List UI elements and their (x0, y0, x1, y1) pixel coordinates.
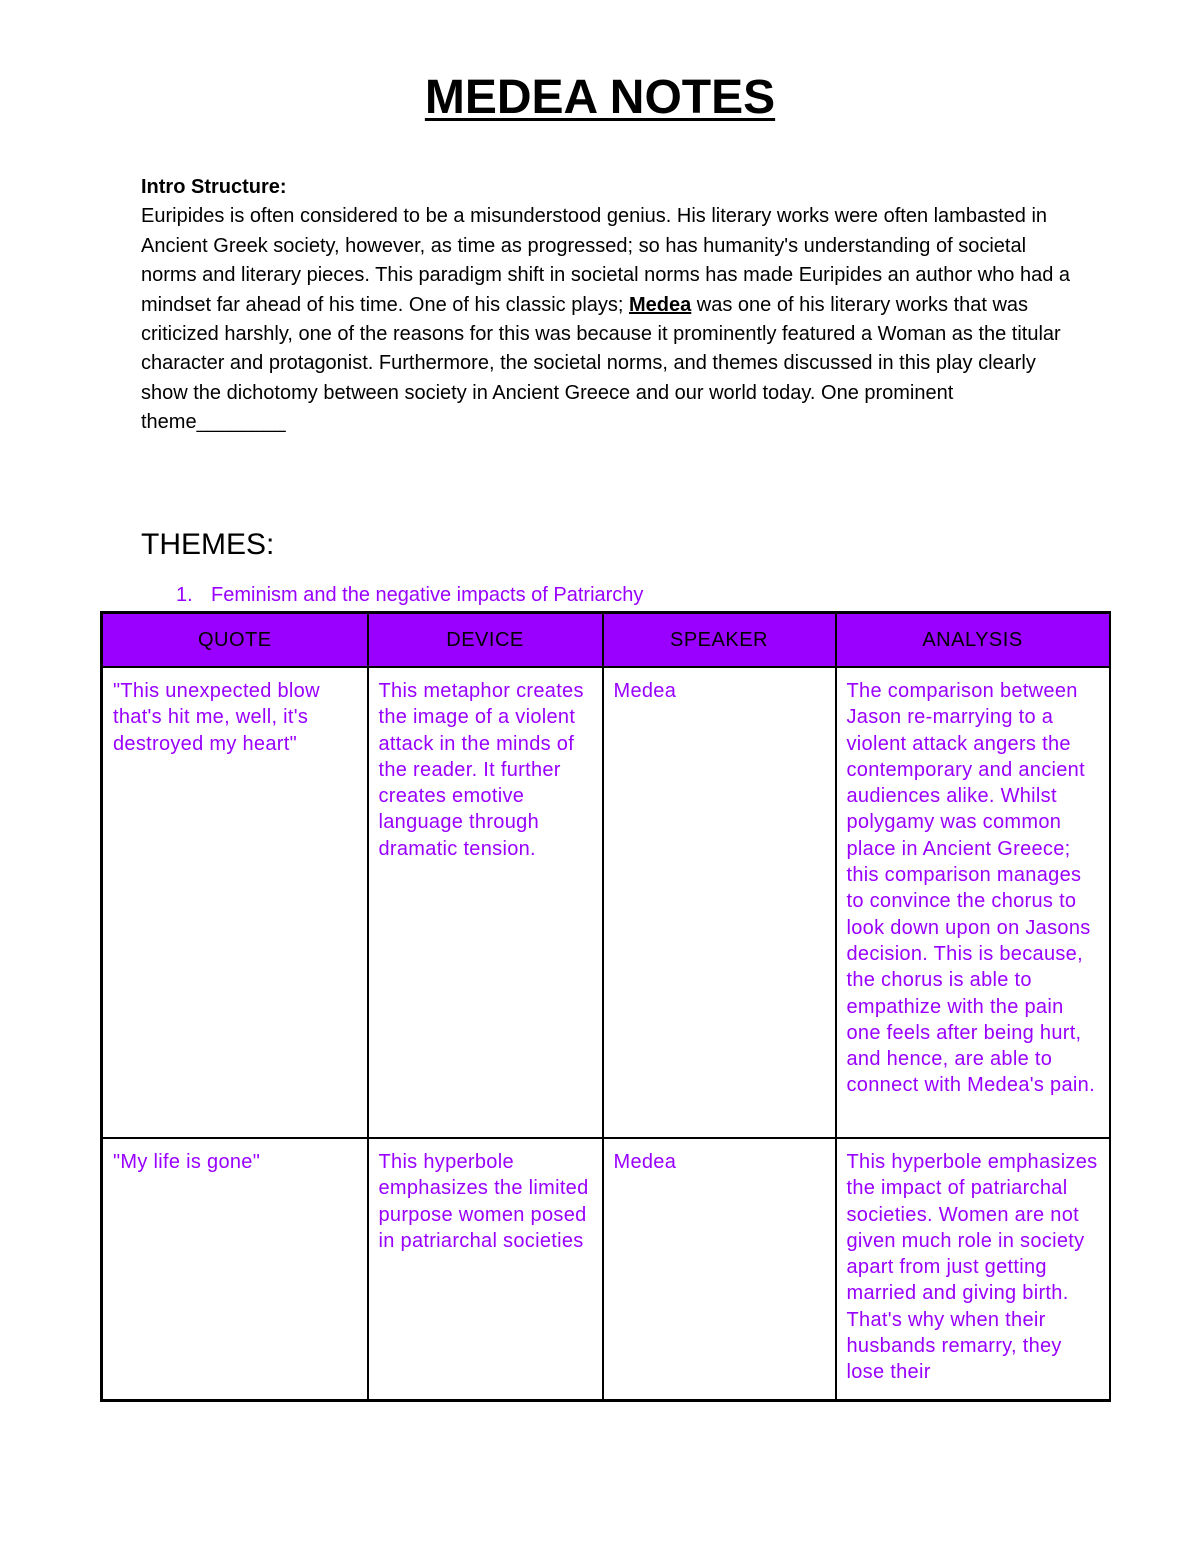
theme-list-item (176, 584, 643, 607)
speaker-cell: Medea (603, 1138, 836, 1401)
table-row (102, 667, 1110, 1138)
theme-item-number: 1. (176, 584, 193, 606)
quote-cell: "This unexpected blow that's hit me, well, it's destroyed my heart" (102, 667, 368, 1138)
intro-work-title: Medea (629, 293, 692, 316)
header-quote: QUOTE (102, 613, 368, 668)
intro-label: Intro Structure: (141, 176, 287, 198)
table-header-row (102, 613, 1110, 668)
theme-item-text: Feminism and the negative impacts of Patriarchy (211, 584, 644, 606)
analysis-cell: The comparison between Jason re-marrying to a violent attack angers the contemporary and ancient audiences alike. Whilst polygamy was common place in Ancient Greece; this comparison manages to convince the chorus to look down upon on Jasons decision. This is because, the chorus is able to empathize with the pain one feels after being hurt, and hence, are able to connect with Medea's pain. (836, 667, 1110, 1138)
document-title: MEDEA NOTES (424, 71, 776, 124)
device-cell: This metaphor creates the image of a violent attack in the minds of the reader. It further creates emotive language through dramatic tension. (368, 667, 603, 1138)
quotes-table (100, 611, 1111, 1402)
speaker-cell: Medea (603, 667, 836, 1138)
header-analysis: ANALYSIS (836, 613, 1110, 668)
header-device: DEVICE (368, 613, 603, 668)
analysis-cell: This hyperbole emphasizes the impact of patriarchal societies. Women are not given much role in society apart from just getting married and giving birth. That's why when their husbands remarry, they lose their (836, 1138, 1110, 1401)
table-row (102, 1138, 1110, 1401)
intro-section (141, 173, 1071, 438)
header-speaker: SPEAKER (603, 613, 836, 668)
intro-text-before: Euripides is often considered to be a misunderstood genius. His literary works were often lambasted in Ancient Greek society, however, as time as progressed; so has humanity's understanding of societal norms and literary pieces. This paradigm shift in societal norms has made Euripides an author who had a mindset far ahead of his time. One of his classic plays; (141, 205, 1070, 316)
themes-heading: THEMES: (141, 528, 275, 561)
quote-cell: "My life is gone" (102, 1138, 368, 1401)
device-cell: This hyperbole emphasizes the limited purpose women posed in patriarchal societies (368, 1138, 603, 1401)
intro-text-after: was one of his literary works that was criticized harshly, one of the reasons for this was because it prominently featured a Woman as the titular character and protagonist. Furthermore, the societal norms, and themes discussed in this play clearly show the dichotomy between society in Ancient Greece and our world today. One prominent theme________ (141, 293, 1061, 434)
